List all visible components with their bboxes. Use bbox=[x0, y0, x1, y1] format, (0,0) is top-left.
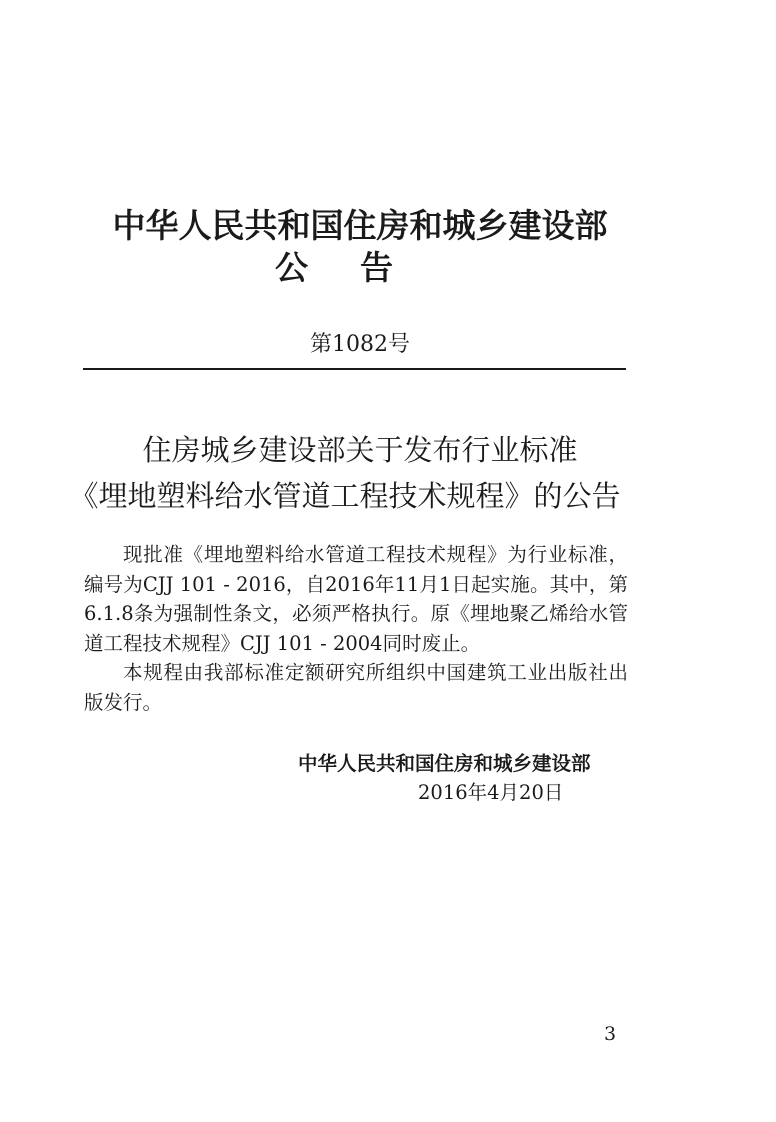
announcement-body bbox=[84, 540, 628, 717]
body-paragraph: 现批准《埋地塑料给水管道工程技术规程》为行业标准，编号为CJJ 101 - 2016，自2016年11月1日起实施。其中，第6.1.8条为强制性条文，必须严格执行。原《埋地聚乙烯给水管道工程技术规程》CJJ 101 - 2004同时废止。 bbox=[84, 543, 628, 655]
header-divider bbox=[83, 368, 626, 370]
announcement-title-line-1: 住房城乡建设部关于发布行业标准 bbox=[142, 433, 578, 467]
body-paragraph: 本规程由我部标准定额研究所组织中国建筑工业出版社出版发行。 bbox=[84, 661, 628, 714]
ministry-name: 中华人民共和国住房和城乡建设部 bbox=[112, 206, 608, 245]
document-type: 公告 bbox=[275, 248, 445, 287]
signature-organization: 中华人民共和国住房和城乡建设部 bbox=[298, 752, 591, 775]
announcement-title-line-2: 《埋地塑料给水管道工程技术规程》的公告 bbox=[69, 479, 621, 513]
announcement-number: 第1082号 bbox=[310, 332, 410, 357]
signature-date: 2016年4月20日 bbox=[418, 781, 564, 804]
page-number: 3 bbox=[604, 1023, 617, 1045]
